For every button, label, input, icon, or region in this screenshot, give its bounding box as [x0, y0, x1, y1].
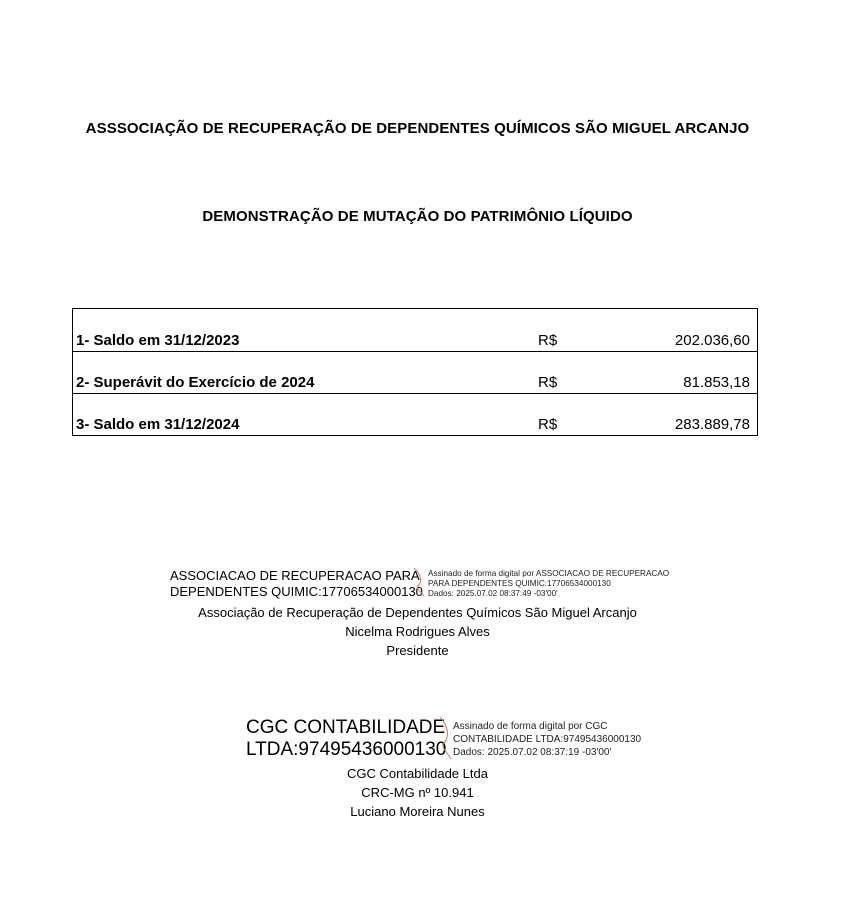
signatory-block: [0, 603, 835, 660]
row-label: 1- Saldo em 31/12/2023: [76, 332, 240, 349]
signer-line: ASSOCIACAO DE RECUPERACAO PARA: [170, 568, 420, 583]
organization-title: ASSSOCIAÇÃO DE RECUPERAÇÃO DE DEPENDENTES QUÍMICOS SÃO MIGUEL ARCANJO: [85, 120, 750, 137]
signer-line: DEPENDENTES QUIMIC:17706534000130: [170, 584, 423, 599]
note-line: Assinado de forma digital por ASSOCIACAO DE RECUPERACAO: [428, 569, 670, 578]
signatory-entity: Associação de Recuperação de Dependentes Químicos São Miguel Arcanjo: [198, 605, 637, 620]
row-currency: R$: [538, 374, 558, 391]
signature-mark-icon: [412, 567, 426, 597]
signatory-name: Luciano Moreira Nunes: [350, 804, 485, 819]
row-currency: R$: [538, 416, 558, 433]
row-value: 283.889,78: [674, 416, 750, 433]
equity-table: [72, 308, 758, 436]
digital-signer-name: [246, 717, 446, 761]
note-line: PARA DEPENDENTES QUIMIC:17706534000130: [428, 579, 611, 588]
signatory-block: [0, 764, 835, 821]
table-row: [73, 351, 757, 393]
row-currency: R$: [538, 332, 558, 349]
signer-line: CGC CONTABILIDADE: [246, 717, 446, 738]
signatory-registration: CRC-MG nº 10.941: [361, 785, 474, 800]
note-line: Dados: 2025.07.02 08:37:19 -03'00': [453, 747, 612, 758]
signatory-role: Presidente: [386, 643, 449, 658]
note-line: Assinado de forma digital por CGC: [453, 721, 608, 732]
signer-line: LTDA:97495436000130: [246, 739, 447, 760]
table-row: [73, 393, 757, 435]
signature-mark-icon: [437, 716, 453, 760]
signatory-entity: CGC Contabilidade Ltda: [347, 766, 488, 781]
digital-signature-note: [453, 720, 641, 759]
row-value: 202.036,60: [674, 332, 750, 349]
note-line: Dados: 2025.07.02 08:37:49 -03'00': [428, 589, 558, 598]
signatory-name: Nicelma Rodrigues Alves: [345, 624, 490, 639]
row-label: 3- Saldo em 31/12/2024: [76, 416, 240, 433]
digital-signer-name: [170, 568, 423, 600]
note-line: CONTABILIDADE LTDA:97495436000130: [453, 734, 642, 745]
row-value: 81.853,18: [683, 374, 750, 391]
digital-signature-note: [428, 569, 669, 599]
row-label: 2- Superávit do Exercício de 2024: [76, 374, 315, 391]
document-title: DEMONSTRAÇÃO DE MUTAÇÃO DO PATRIMÔNIO LÍQUIDO: [202, 208, 633, 225]
table-row: [73, 309, 757, 351]
